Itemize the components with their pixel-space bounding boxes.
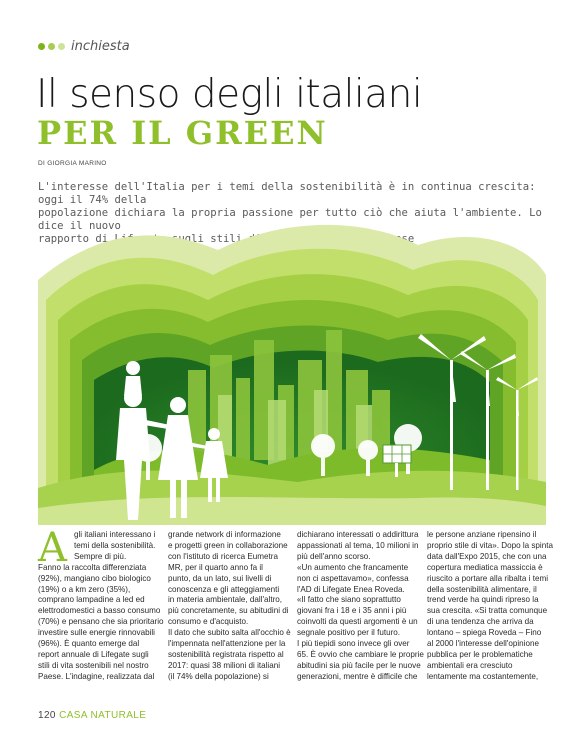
- lead-line: rapporto di Lifegate sugli stili di vita green del Belpaese: [38, 233, 415, 245]
- body-line: l'AD di Lifegate Enea Roveda.: [297, 584, 405, 594]
- publication-name: CASA NATURALE: [59, 710, 147, 721]
- body-line: giovani fra i 18 e i 35 anni i più: [297, 606, 407, 616]
- body-column-2: [168, 530, 290, 683]
- body-line: grande network di informazione: [168, 530, 281, 539]
- body-line: della sostenibilità alimentare, il: [427, 584, 537, 594]
- body-line: lentamente ma costantemente,: [427, 671, 539, 681]
- body-line: ambientali era cresciuto: [427, 660, 513, 670]
- body-line: pubblica per le problematiche: [427, 649, 533, 659]
- body-line: report annuale di Lifegate sugli: [38, 649, 149, 659]
- body-line: investire sulle energie rinnovabili: [38, 628, 155, 638]
- dot-icon: [38, 43, 45, 50]
- body-line: (19%) o a km zero (35%),: [38, 584, 131, 594]
- drop-cap: A: [38, 525, 67, 571]
- byline: DI GIORGIA MARINO: [38, 160, 107, 167]
- body-line: non ci aspettavamo», confessa: [297, 573, 409, 583]
- body-line: (96%). È quanto emerge dal: [38, 639, 140, 649]
- body-line: conoscenza e gli atteggiamenti: [168, 584, 280, 594]
- body-line: abitudini sia più facile per le nuove: [297, 660, 421, 670]
- body-line: (92%), mangiano cibo biologico: [38, 573, 151, 583]
- body-line: consumo e d'acquisto.: [168, 617, 249, 627]
- body-line: le persone anziane ripensino il: [427, 530, 537, 539]
- body-line: copertura mediatica massiccia è: [427, 562, 543, 572]
- body-line: l'impennata nell'attenzione per la: [168, 639, 286, 649]
- body-line: gli italiani interessano i: [74, 530, 156, 539]
- body-line: «Un aumento che francamente: [297, 562, 409, 572]
- page-number: 120: [38, 710, 56, 721]
- body-column-4: [427, 530, 553, 683]
- body-column-3: [297, 530, 424, 683]
- body-line: «Il fatto che siano soprattutto: [297, 595, 401, 605]
- body-line: 65. È ovvio che cambiare le proprie: [297, 649, 424, 659]
- headline-line-1: Il senso degli italiani: [36, 72, 423, 117]
- body-line: più concretamente, su abitudini di: [168, 606, 289, 616]
- body-line: MR, per il quarto anno fa il: [168, 562, 263, 572]
- body-line: segnale positivo per il futuro.: [297, 628, 401, 638]
- body-line: di una tendenza che arriva da: [427, 617, 534, 627]
- body-line: e progetti green in collaborazione: [168, 540, 288, 550]
- body-line: Paese. L'indagine, realizzata dal: [38, 671, 155, 681]
- section-label: inchiesta: [71, 39, 130, 54]
- body-line: (il 74% della popolazione) si: [168, 671, 269, 681]
- page-footer: [38, 710, 146, 721]
- body-line: lontano – spiega Roveda – Fino: [427, 628, 542, 638]
- body-line: proprio stile di vita». Dopo la spinta: [427, 540, 553, 550]
- headline-line-2: PER IL GREEN: [37, 114, 328, 152]
- body-line: Sempre di più.: [74, 551, 127, 561]
- body-line: dichiarano interessati o addirittura: [297, 530, 419, 539]
- body-column-1: [38, 525, 164, 683]
- body-line: 2017: quasi 38 milioni di italiani: [168, 660, 281, 670]
- lead-line: popolazione dichiara la propria passione per tutto ciò che aiuta l'ambiente. Lo dice il nuovo: [38, 207, 542, 232]
- body-line: generazioni, mentre è difficile che: [297, 671, 418, 681]
- green-city-illustration: [38, 220, 546, 525]
- body-line: temi della sostenibilità.: [74, 540, 156, 550]
- section-header: [38, 39, 130, 54]
- body-line: punto, da un lato, sui livelli di: [168, 573, 272, 583]
- lead-line: L'interesse dell'Italia per i temi della sostenibilità è in continua crescita: oggi il 74% della: [38, 181, 536, 206]
- body-line: riuscito a portare alla ribalta i temi: [427, 573, 549, 583]
- body-line: appassionati al tema, 10 milioni in: [297, 540, 419, 550]
- body-line: (70%) e pensano che sia prioritario: [38, 617, 164, 627]
- body-line: più dell'anno scorso.: [297, 551, 371, 561]
- body-line: I più tiepidi sono invece gli over: [297, 639, 410, 649]
- body-line: con l'istituto di ricerca Eumetra: [168, 551, 278, 561]
- body-line: trend verde ha quindi ripreso la: [427, 595, 539, 605]
- body-line: stili di vita sostenibili nel nostro: [38, 660, 149, 670]
- section-dots: [38, 43, 65, 50]
- body-line: al 2000 l'interesse dell'opinione: [427, 639, 539, 649]
- body-line: in materia ambientale, dall'altro,: [168, 595, 283, 605]
- body-line: data dall'Expo 2015, che con una: [427, 551, 547, 561]
- body-line: coinvolti da questi argomenti è un: [297, 617, 418, 627]
- body-line: sua crescita. «Si tratta comunque: [427, 606, 548, 616]
- body-line: Il dato che subito salta all'occhio è: [168, 628, 291, 638]
- body-line: comprano lampadine a led ed: [38, 595, 145, 605]
- body-line: sostenibilità registrata rispetto al: [168, 649, 284, 659]
- body-line: elettrodomestici a basso consumo: [38, 606, 161, 616]
- dot-icon: [58, 43, 65, 50]
- dot-icon: [48, 43, 55, 50]
- body-line: Fanno la raccolta differenziata: [38, 562, 147, 572]
